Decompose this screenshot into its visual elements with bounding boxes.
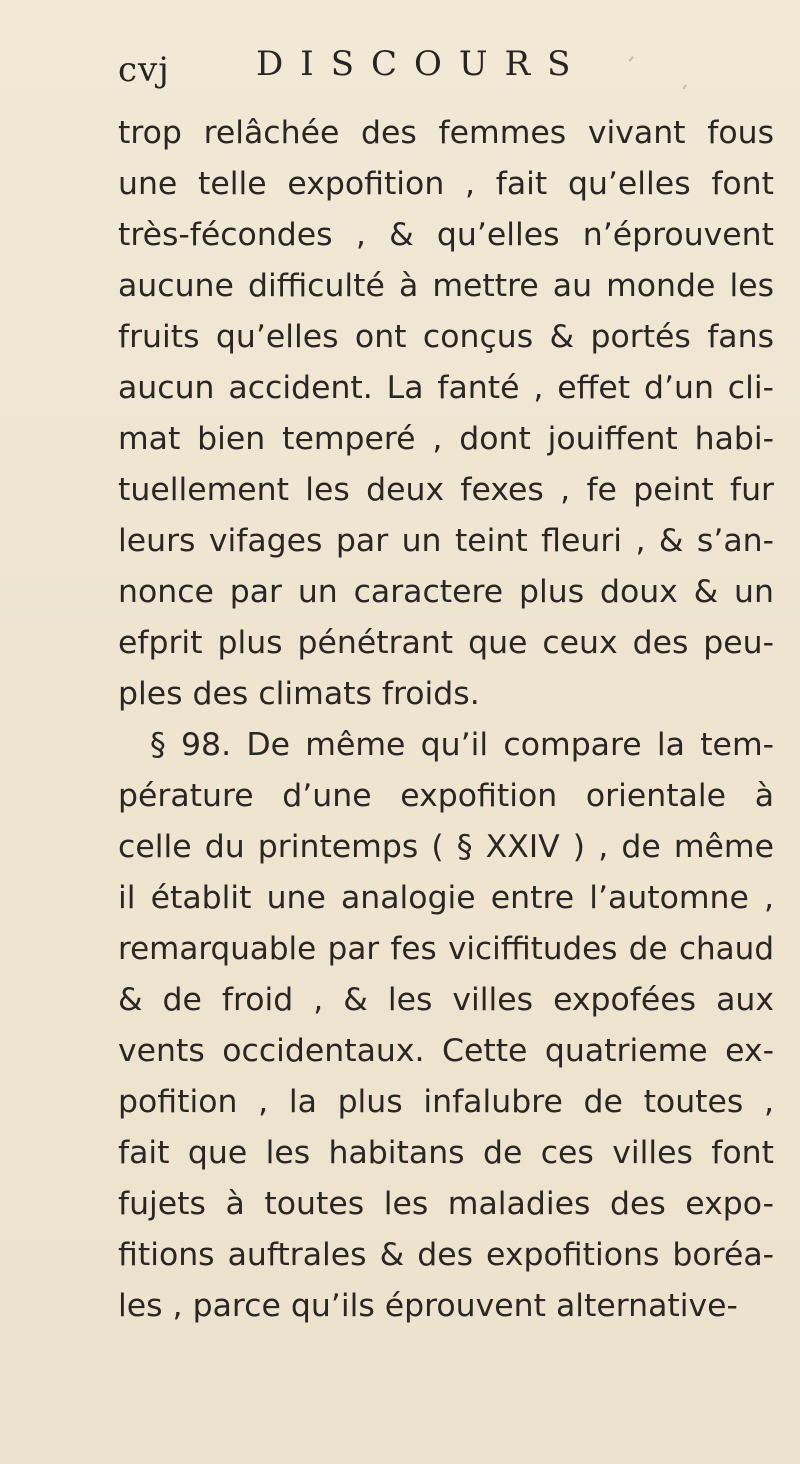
page-header (118, 44, 718, 104)
text-line: ples des climats froids. (118, 676, 480, 712)
text-line: fruits qu’elles ont conçus & portés fans (118, 319, 774, 355)
text-line: fitions auftrales & des expofitions boréa- (118, 1237, 774, 1273)
text-line: remarquable par fes viciffitudes de chaud (118, 931, 774, 967)
text-line: une telle expofition , fait qu’elles font (118, 166, 774, 202)
page-number: cvj (118, 50, 170, 90)
text-line: nonce par un caractere plus doux & un (118, 574, 774, 610)
body-text (118, 108, 774, 1332)
text-line: efprit plus pénétrant que ceux des peu- (118, 625, 774, 661)
text-line: § 98. De même qu’il compare la tem- (150, 727, 774, 763)
text-line: les , parce qu’ils éprouvent alternative- (118, 1288, 738, 1324)
text-line: fujets à toutes les maladies des expo- (118, 1186, 774, 1222)
text-line: très-fécondes , & qu’elles n’éprouvent (118, 217, 774, 253)
text-line: trop relâchée des femmes vivant fous (118, 115, 774, 151)
text-line: pofition , la plus infalubre de toutes , (118, 1084, 774, 1120)
text-line: tuellement les deux fexes , fe peint fur (118, 472, 774, 508)
text-line: aucune difficulté à mettre au monde les (118, 268, 774, 304)
text-line: il établit une analogie entre l’automne , (118, 880, 774, 916)
text-line: pérature d’une expofition orientale à (118, 778, 774, 814)
text-line: fait que les habitans de ces villes font (118, 1135, 774, 1171)
text-line: vents occidentaux. Cette quatrieme ex- (118, 1033, 774, 1069)
text-line: leurs vifages par un teint fleuri , & s’an- (118, 523, 774, 559)
text-line: & de froid , & les villes expofées aux (118, 982, 774, 1018)
text-line: mat bien temperé , dont jouiffent habi- (118, 421, 774, 457)
text-line: aucun accident. La fanté , effet d’un cli- (118, 370, 774, 406)
text-line: celle du printemps ( § XXIV ) , de même (118, 829, 774, 865)
running-head: DISCOURS (256, 44, 588, 84)
